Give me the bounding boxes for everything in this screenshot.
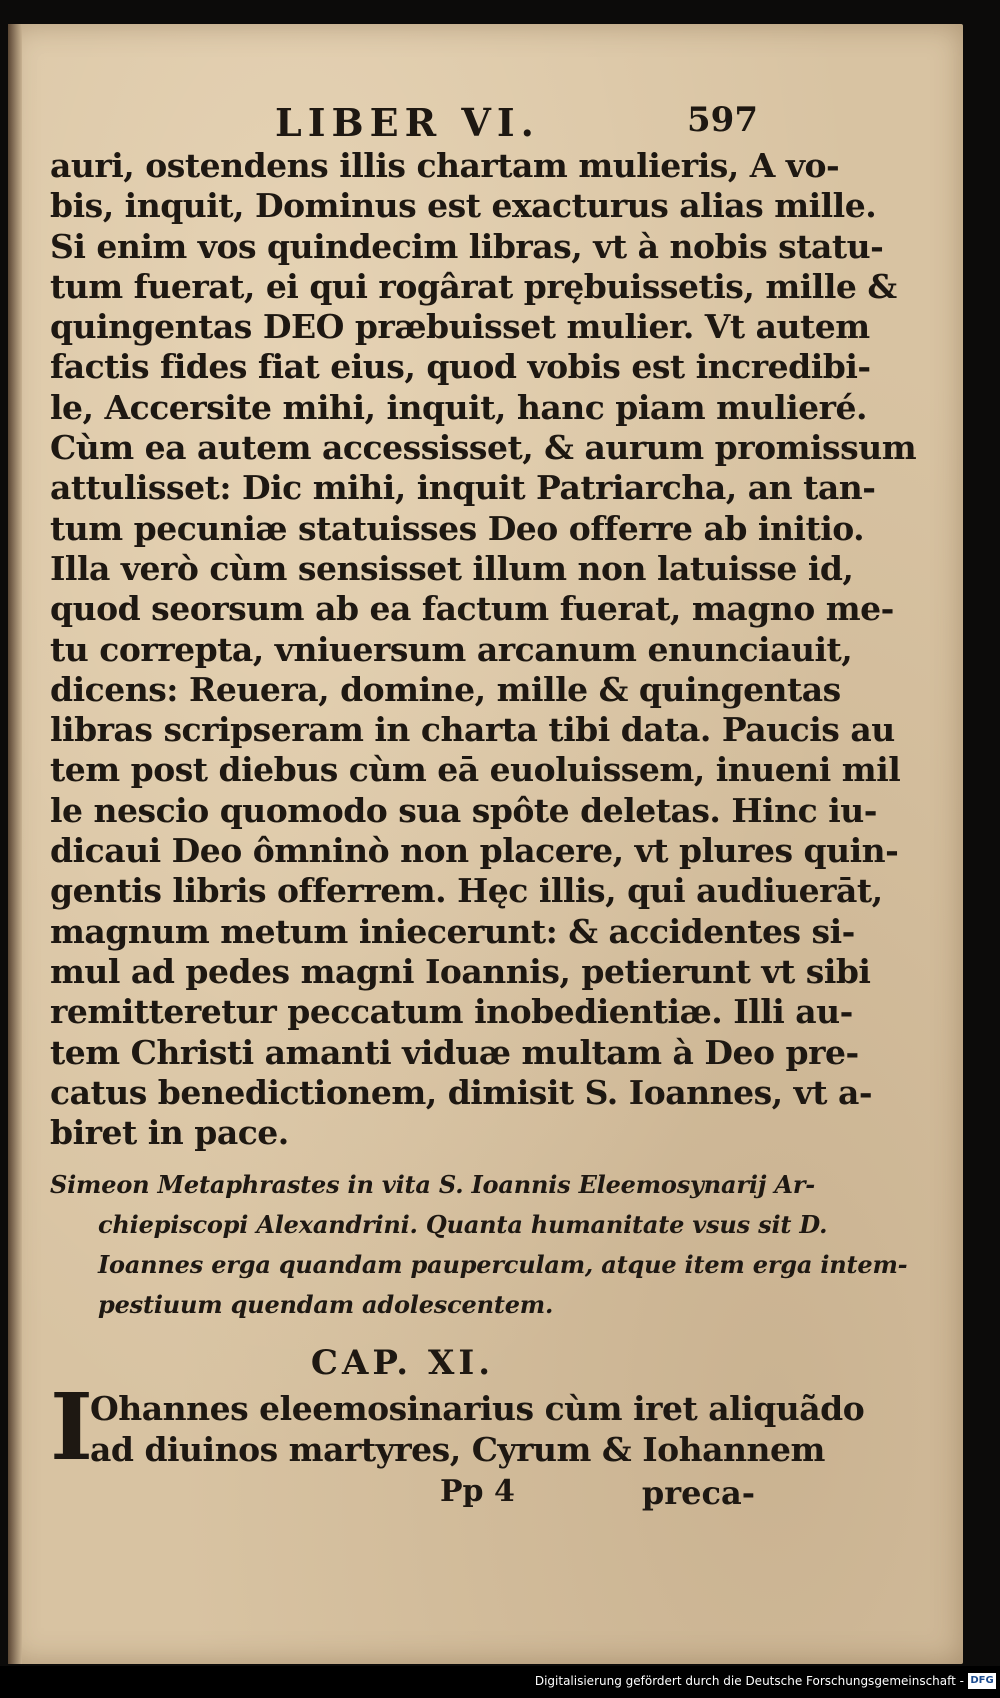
body-line: Cùm ea autem accessisset, & aurum promissum [50, 428, 917, 468]
book-page [8, 24, 963, 1664]
body-line: attulisset: Dic mihi, inquit Patriarcha, an tan- [50, 468, 876, 508]
body-line: tum fuerat, ei qui rogârat prębuissetis, mille & [50, 266, 897, 306]
chapter-body [50, 1373, 865, 1482]
running-head [50, 92, 758, 146]
note-line: pestiuum quendam adolescentem. [98, 1290, 554, 1320]
body-line: factis fides fiat eius, quod vobis est incredibi- [50, 347, 871, 387]
body-line: tem post diebus cùm eā euoluissem, inueni mil [50, 750, 901, 790]
body-line: biret in pace. [50, 1113, 289, 1153]
body-line: remitteretur peccatum inobedientiæ. Illi au- [50, 992, 853, 1032]
body-line: catus benedictionem, dimisit S. Ioannes, vt a- [50, 1072, 873, 1112]
funding-bar [0, 1666, 1000, 1698]
body-line: auri, ostendens illis chartam mulieris, A vo- [50, 146, 840, 185]
page-spine-shadow [8, 24, 22, 1664]
body-line: quod seorsum ab ea factum fuerat, magno me- [50, 589, 894, 629]
chapter-line: Ohannes eleemosinarius cùm iret aliquãdo [90, 1389, 865, 1429]
source-note [50, 1165, 908, 1325]
page-footer [50, 1470, 755, 1516]
body-line: magnum metum iniecerunt: & accidentes si- [50, 911, 855, 951]
note-line: chiepiscopi Alexandrini. Quanta humanitate vsus sit D. [98, 1210, 828, 1240]
running-title: LIBER VI. [275, 100, 540, 145]
page-number: 597 [687, 100, 758, 140]
note-line: Ioannes erga quandam pauperculam, atque item erga intem- [98, 1250, 908, 1280]
body-line: tem Christi amanti viduæ multam à Deo pre- [50, 1032, 859, 1072]
body-line: Si enim vos quindecim libras, vt à nobis statu- [50, 226, 884, 266]
body-line: le, Accersite mihi, inquit, hanc piam mulieré. [50, 387, 868, 427]
body-line: mul ad pedes magni Ioannis, petierunt vt sibi [50, 951, 871, 991]
body-line: le nescio quomodo sua spôte deletas. Hinc iu- [50, 790, 877, 830]
body-line: quingentas DEO præbuisset mulier. Vt autem [50, 307, 870, 347]
body-line: libras scripseram in charta tibi data. Paucis au [50, 710, 895, 750]
signature-mark: Pp 4 [440, 1474, 515, 1510]
body-text [50, 146, 917, 1153]
chapter-line: ad diuinos martyres, Cyrum & Iohannem [90, 1429, 825, 1469]
body-line: tu correpta, vniuersum arcanum enunciauit, [50, 629, 853, 669]
funding-text: Digitalisierung gefördert durch die Deutsche Forschungsgemeinschaft - [534, 1674, 964, 1688]
body-line: dicaui Deo ômninò non placere, vt plures quin- [50, 831, 899, 871]
chapter-heading: CAP. XI. [310, 1343, 495, 1384]
body-line: bis, inquit, Dominus est exacturus alias mille. [50, 186, 877, 226]
body-line: tum pecuniæ statuisses Deo offerre ab initio. [50, 508, 865, 548]
text-block [50, 92, 917, 1516]
dfg-logo: DFG [968, 1673, 996, 1689]
drop-cap: I [50, 1373, 94, 1482]
body-line: gentis libris offerrem. Hęc illis, qui audiuerāt, [50, 871, 883, 911]
body-line: dicens: Reuera, domine, mille & quingentas [50, 669, 841, 709]
body-line: Illa verò cùm sensisset illum non latuisse id, [50, 548, 854, 588]
catchword: preca- [641, 1474, 755, 1513]
note-line: Simeon Metaphrastes in vita S. Ioannis Eleemosynarij Ar- [50, 1170, 816, 1200]
